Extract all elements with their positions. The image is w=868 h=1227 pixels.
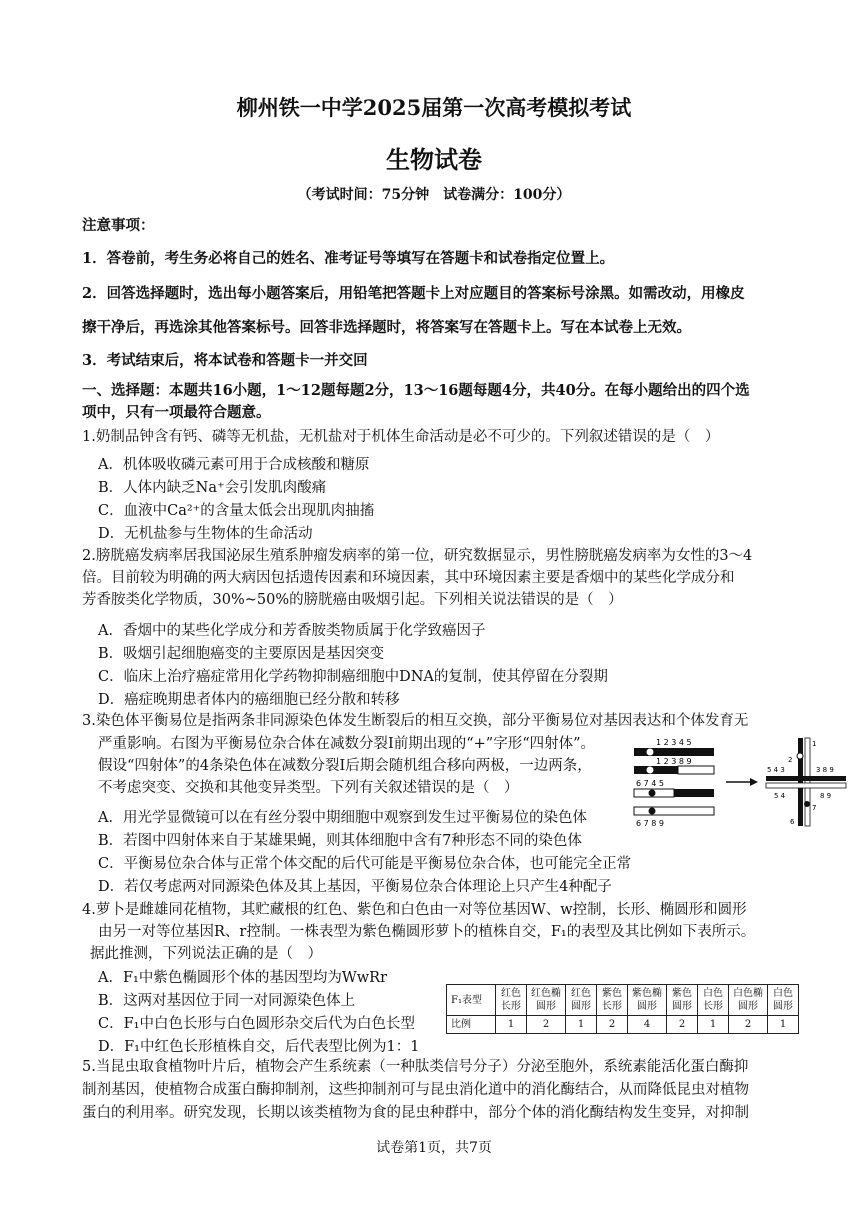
q2-option-a: A．香烟中的某些化学成分和芳香胺类物质属于化学致癌因子: [98, 623, 486, 639]
centromere: [647, 749, 654, 756]
quadrivalent-vertical-bar: [805, 738, 810, 826]
table-header-cell: 紫色椭圆形: [628, 985, 667, 1016]
table-ratio-cell: 1: [566, 1016, 597, 1034]
table-ratio-cell: 2: [527, 1016, 566, 1034]
table-header-cell: 红色圆形: [566, 985, 597, 1016]
section-heading-2: 项中，只有一项最符合题意。: [82, 404, 271, 421]
q2-option-d: D．癌症晚期患者体内的癌细胞已经分散和转移: [98, 692, 400, 708]
fig-label-m1: 2: [788, 756, 793, 764]
table-row-label: F₁表型: [447, 985, 496, 1016]
fig-label-row-3: 6 7 4 5: [636, 779, 664, 788]
quadrivalent-horizontal-bar: [766, 776, 846, 781]
chromosome-bar: [678, 766, 714, 774]
q1-option-d: D．无机盐参与生物体的生命活动: [98, 526, 313, 542]
notes-heading: 注意事项：: [82, 217, 155, 234]
table-header-cell: 红色椭圆形: [527, 985, 566, 1016]
chromosome-bar: [634, 807, 714, 815]
centromere: [797, 753, 803, 759]
chromosome-bar: [634, 748, 714, 756]
q1-option-c: C．血液中Ca²⁺的含量太低会出现肌肉抽搐: [98, 503, 375, 519]
table-header-cell: 紫色圆形: [667, 985, 698, 1016]
table-header-cell: 红色长形: [496, 985, 527, 1016]
q4-line-3: 据此推测，下列说法正确的是（ ）: [90, 946, 322, 962]
table-header-cell: 白色长形: [698, 985, 729, 1016]
table-ratio-cell: 2: [597, 1016, 628, 1034]
q1-option-a: A．机体吸收磷元素可用于合成核酸和糖原: [98, 457, 370, 473]
fig-label-bottom-left: 5 4: [774, 792, 786, 800]
f1-phenotype-table: [446, 984, 799, 1034]
chromosome-bar: [674, 789, 714, 797]
table-row: [447, 985, 799, 1016]
arrow-head-icon: [750, 778, 758, 786]
q1-stem: 1.奶制品钟含有钙、磷等无机盐，无机盐对于机体生命活动是必不可少的。下列叙述错误的是（ ）: [82, 429, 720, 445]
page-footer: 试卷第1页，共7页: [376, 1140, 492, 1156]
exam-title: 柳州铁一中学2025届第一次高考模拟考试: [236, 95, 632, 120]
fig-label-right: 3 8 9: [816, 766, 834, 774]
table-ratio-cell: 4: [628, 1016, 667, 1034]
quadrivalent-figure: [626, 736, 850, 828]
table-ratio-label: 比例: [447, 1016, 496, 1034]
q3-option-a: A．用光学显微镜可以在有丝分裂中期细胞中观察到发生过平衡易位的染色体: [98, 810, 587, 826]
table-ratio-cell: 1: [496, 1016, 527, 1034]
table-ratio-cell: 2: [729, 1016, 768, 1034]
fig-label-row-4: 6 7 8 9: [636, 819, 664, 828]
q5-line-1: 5.当昆虫取食植物叶片后，植物会产生系统素（一种肽类信号分子）分泌至胞外，系统素能活化蛋白酶抑: [82, 1059, 749, 1075]
q3-option-c: C．平衡易位杂合体与正常个体交配的后代可能是平衡易位杂合体，也可能完全正常: [98, 856, 632, 872]
quadrivalent-horizontal-bar: [766, 783, 846, 788]
fig-label-row-1: 1 2 3 4 5: [656, 738, 692, 747]
centromere: [804, 801, 810, 807]
q4-option-b: B．这两对基因位于同一对同源染色体上: [98, 993, 356, 1009]
section-heading-1: 一、选择题：本题共16小题，1～12题每题2分，13～16题每题4分，共40分。在每小题给出的四个选: [82, 382, 750, 399]
q3-line-4: 不考虑突变、交换和其他变异类型。下列有关叙述错误的是（ ）: [98, 780, 519, 796]
q4-option-c: C．F₁中白色长形与白色圆形杂交后代为白色长型: [98, 1016, 415, 1032]
table-header-cell: 紫色长形: [597, 985, 628, 1016]
q5-line-2: 制剂基因，使植物合成蛋白酶抑制剂，这些抑制剂可与昆虫消化道中的消化酶结合，从而降低昆虫对植物: [82, 1082, 749, 1098]
table-ratio-cell: 1: [698, 1016, 729, 1034]
q3-option-b: B．若图中四射体来自于某雄果蝇，则其体细胞中含有7种形态不同的染色体: [98, 833, 582, 849]
subject-title: 生物试卷: [386, 145, 482, 174]
q2-line-1: 2.膀胱癌发病率居我国泌尿生殖系肿瘤发病率的第一位，研究数据显示，男性膀胱癌发病率为女性的3～4: [82, 548, 753, 564]
q2-line-2: 倍。目前较为明确的两大病因包括遗传因素和环境因素，其中环境因素主要是香烟中的某些化学成分和: [82, 570, 735, 586]
centromere: [649, 808, 656, 815]
q2-option-b: B．吸烟引起细胞癌变的主要原因是基因突变: [98, 646, 385, 662]
q2-line-3: 芳香胺类化学物质，30%~50%的膀胱癌由吸烟引起。下列相关说法错误的是（ ）: [82, 592, 623, 608]
fig-label-b1: 7: [812, 804, 817, 812]
table-row: [447, 1016, 799, 1034]
exam-info: （考试时间：75分钟 试卷满分：100分）: [297, 187, 571, 203]
q5-line-3: 蛋白的利用率。研究发现，长期以该类植物为食的昆虫种群中，部分个体的消化酶结构发生变异，对抑制: [82, 1105, 749, 1121]
fig-label-row-2: 1 2 3 8 9: [656, 757, 692, 766]
chromosome-bar: [634, 766, 678, 774]
centromere: [647, 767, 654, 774]
note-1: 1．答卷前，考生务必将自己的姓名、准考证号等填写在答题卡和试卷指定位置上。: [82, 250, 615, 267]
centromere: [649, 790, 656, 797]
table-ratio-cell: 1: [768, 1016, 799, 1034]
q3-line-2: 严重影响。右图为平衡易位杂合体在减数分裂Ⅰ前期出现的“+”字形“四射体”。: [98, 736, 596, 752]
q3-option-d: D．若仅考虑两对同源染色体及其上基因，平衡易位杂合体理论上只产生4种配子: [98, 879, 612, 895]
fig-label-bottom-right: 8 9: [820, 792, 832, 800]
q4-line-2: 由另一对等位基因R、r控制。一株表型为紫色椭圆形萝卜的植株自交，F₁的表型及其比例如下表所示。: [98, 924, 756, 940]
q4-option-d: D．F₁中红色长形植株自交，后代表型比例为1：1: [98, 1039, 420, 1055]
note-2b: 擦干净后，再选涂其他答案标号。回答非选择题时，将答案写在答题卡上。写在本试卷上无效。: [82, 319, 691, 336]
q4-option-a: A．F₁中紫色椭圆形个体的基因型均为WwRr: [98, 970, 388, 986]
table-header-cell: 白色圆形: [768, 985, 799, 1016]
note-3: 3．考试结束后，将本试卷和答题卡一并交回: [82, 352, 368, 369]
fig-label-b2: 6: [790, 818, 795, 826]
q3-line-1: 3.染色体平衡易位是指两条非同源染色体发生断裂后的相互交换，部分平衡易位对基因表达和个体发育无: [82, 713, 749, 729]
q2-option-c: C．临床上治疗癌症常用化学药物抑制癌细胞中DNA的复制，使其停留在分裂期: [98, 669, 608, 685]
fig-label-left: 5 4 3: [767, 766, 785, 774]
table-ratio-cell: 2: [667, 1016, 698, 1034]
q3-line-3: 假设“四射体”的4条染色体在减数分裂Ⅰ后期会随机组合移向两极，一边两条，: [98, 758, 592, 774]
table-header-cell: 白色椭圆形: [729, 985, 768, 1016]
fig-label-top: 1: [812, 740, 817, 748]
note-2a: 2．回答选择题时，选出每小题答案后，用铅笔把答题卡上对应题目的答案标号涂黑。如需改动，用橡皮: [82, 285, 745, 302]
quadrivalent-vertical-bar: [798, 738, 803, 826]
q1-option-b: B．人体内缺乏Na⁺会引发肌肉酸痛: [98, 480, 327, 496]
q4-line-1: 4.萝卜是雌雄同花植物，其贮藏根的红色、紫色和白色由一对等位基因W、w控制，长形、椭圆形和圆形: [82, 902, 747, 918]
